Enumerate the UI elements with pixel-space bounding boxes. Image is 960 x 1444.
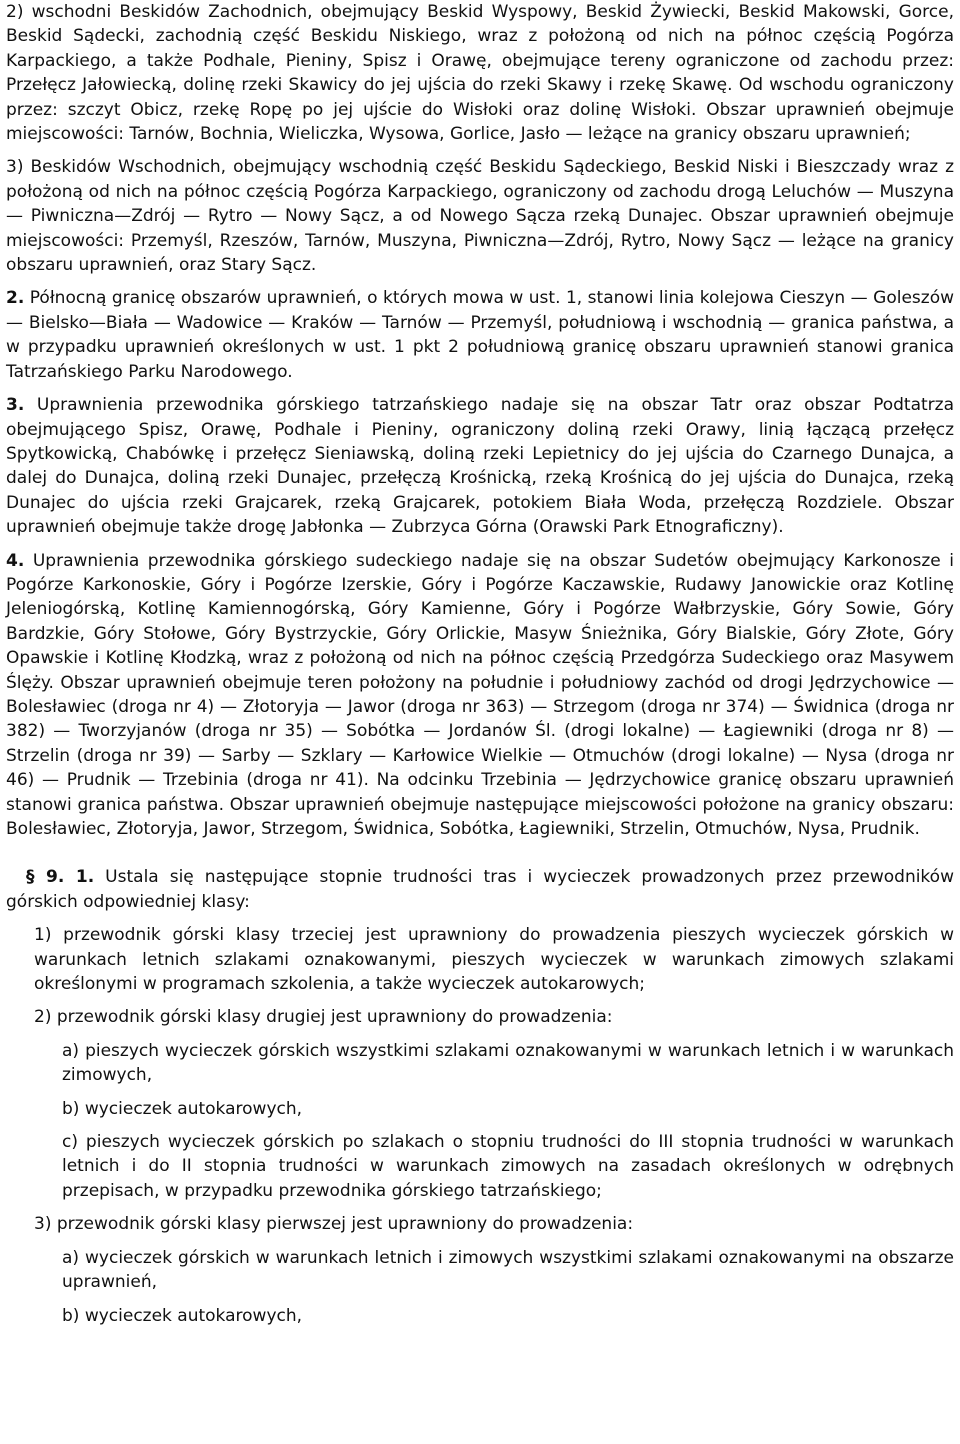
section-2 — [6, 286, 954, 384]
section-9-text: Ustala się następujące stopnie trudności tras i wycieczek prowadzonych przez przewodników górskich odpowiedniej klasy: — [6, 867, 954, 912]
section-4 — [6, 549, 954, 842]
list-item-3: 3) przewodnik górski klasy pierwszej jest uprawniony do prowadzenia: — [34, 1214, 634, 1235]
list-item-2: 2) przewodnik górski klasy drugiej jest uprawniony do prowadzenia: — [34, 1007, 613, 1028]
section-4-number: 4. — [6, 550, 25, 571]
section-3-number: 3. — [6, 395, 25, 416]
paragraph-item-3: 3) Beskidów Wschodnich, obejmujący wschodnią część Beskidu Sądeckiego, Beskid Niski i Bieszczady wraz z położoną od nich na północ częścią Pogórza Karpackiego, ograniczony od zachodu drogą Leluchów — Muszyna — Piwniczna—Zdrój — Rytro — Nowy Sącz, a od Nowego Sącza rzeką Dunajec. Obszar uprawnień obejmuje miejscowości: Przemyśl, Rzeszów, Tarnów, Muszyna, Piwniczna—Zdrój, Rytro, Nowy Sącz — leżące na granicy obszaru uprawnień, oraz Stary Sącz. — [6, 157, 954, 276]
section-3-text: Uprawnienia przewodnika górskiego tatrzańskiego nadaje się na obszar Tatr oraz obszar Podtatrza obejmującego Spisz, Orawę, Podhale i Pieniny, ograniczony doliną rzeki Orawy, linią łączącą przełęcz Spytkowicką, Chabówkę i przełęcz Sieniawską, doliną rzeki Lepietnicy do jej ujścia do Czarnego Dunajca, a dalej do Dunajca, doliną rzeki Dunajec, przełęczą Krośnicką, rzeką Krośnicą do jej ujścia do Dunajca, rzeką Dunajec do ujścia rzeki Grajcarek, rzeką Grajcarek, potokiem Biała Woda, przełęczą Rozdziele. Obszar uprawnień obejmuje także drogę Jabłonka — Zubrzyca Górna (Orawski Park Etnograficzny). — [6, 395, 954, 538]
list-item-2c: c) pieszych wycieczek górskich po szlakach o stopniu trudności do III stopnia trudności w warunkach letnich i do II stopnia trudności w warunkach zimowych na zasadach określonych w odrębnych przepisach, w przypadku przewodnika górskiego tatrzańskiego; — [62, 1132, 954, 1201]
section-2-number: 2. — [6, 288, 25, 309]
section-3 — [6, 393, 954, 539]
list-item-3b: b) wycieczek autokarowych, — [62, 1305, 303, 1326]
section-9 — [6, 865, 954, 914]
section-2-text: Północną granicę obszarów uprawnień, o których mowa w ust. 1, stanowi linia kolejowa Cieszyn — Goleszów — Bielsko—Biała — Wadowice — Kraków — Tarnów — Przemyśl, południową i wschodnią — granica państwa, a w przypadku uprawnień określonych w ust. 1 pkt 2 południową granicę obszaru uprawnień stanowi granica Tatrzańskiego Parku Narodowego. — [6, 288, 954, 382]
list-item-3a: a) wycieczek górskich w warunkach letnich i zimowych wszystkimi szlakami oznakowanymi na obszarze uprawnień, — [62, 1247, 954, 1293]
section-9-number: § 9. 1. — [26, 867, 95, 888]
list-item-2a: a) pieszych wycieczek górskich wszystkimi szlakami oznakowanymi w warunkach letnich i w warunkach zimowych, — [62, 1040, 954, 1086]
list-item-1: 1) przewodnik górski klasy trzeciej jest uprawniony do prowadzenia pieszych wycieczek górskich w warunkach letnich szlakami oznakowanymi, pieszych wycieczek w warunkach zimowych szlakami określonymi w programach szkolenia, a także wycieczek autokarowych; — [34, 925, 954, 995]
paragraph-item-2: 2) wschodni Beskidów Zachodnich, obejmujący Beskid Wyspowy, Beskid Żywiecki, Beskid Makowski, Gorce, Beskid Sądecki, zachodnią część Beskidu Niskiego, wraz z położoną od nich na północ częścią Pogórza Karpackiego, a także Podhale, Pieniny, Spisz i Orawę, obejmujące tereny ograniczone od zachodu przez: Przełęcz Jałowiecką, dolinę rzeki Skawicy do jej ujścia do rzeki Skawy i rzekę Skawę. Od wschodu ograniczony przez: szczyt Obicz, rzekę Ropę po jej ujście do Wisłoki oraz dolinę Wisłoki. Obszar uprawnień obejmuje miejscowości: Tarnów, Bochnia, Wieliczka, Wysowa, Gorlice, Jasło — leżące na granicy obszaru uprawnień; — [6, 2, 954, 145]
list-item-2b: b) wycieczek autokarowych, — [62, 1098, 303, 1119]
section-4-text: Uprawnienia przewodnika górskiego sudeckiego nadaje się na obszar Sudetów obejmujący Karkonosze i Pogórze Karkonoskie, Góry i Pogórze Izerskie, Góry i Pogórze Kaczawskie, Rudawy Janowickie oraz Kotlinę Jeleniogórską, Kotlinę Kamiennogórską, Góry Kamienne, Góry i Pogórze Wałbrzyskie, Góry Sowie, Góry Bardzkie, Góry Stołowe, Góry Bystrzyckie, Góry Orlickie, Masyw Śnieżnika, Góry Bialskie, Góry Złote, Góry Opawskie i Kotlinę Kłodzką, wraz z położoną od nich na północ częścią Przedgórza Sudeckiego oraz Masywem Ślęży. Obszar uprawnień obejmuje teren położony na południe i południowy zachód od drogi Jędrzychowice — Bolesławiec (droga nr 4) — Złotoryja — Jawor (droga nr 363) — Strzegom (droga nr 374) — Świdnica (droga nr 382) — Tworzyjanów (droga nr 35) — Sobótka — Jordanów Śl. (drogi lokalne) — Łagiewniki (droga nr 8) — Strzelin (droga nr 39) — Sarby — Szklary — Karłowice Wielkie — Otmuchów (drogi lokalne) — Nysa (droga nr 46) — Prudnik — Trzebinia (droga nr 41). Na odcinku Trzebinia — Jędrzychowice granicę obszaru uprawnień stanowi granica państwa. Obszar uprawnień obejmuje następujące miejscowości położone na granicy obszaru: Bolesławiec, Złotoryja, Jawor, Strzegom, Świdnica, Sobótka, Łagiewniki, Strzelin, Otmuchów, Nysa, Prudnik. — [6, 550, 954, 839]
